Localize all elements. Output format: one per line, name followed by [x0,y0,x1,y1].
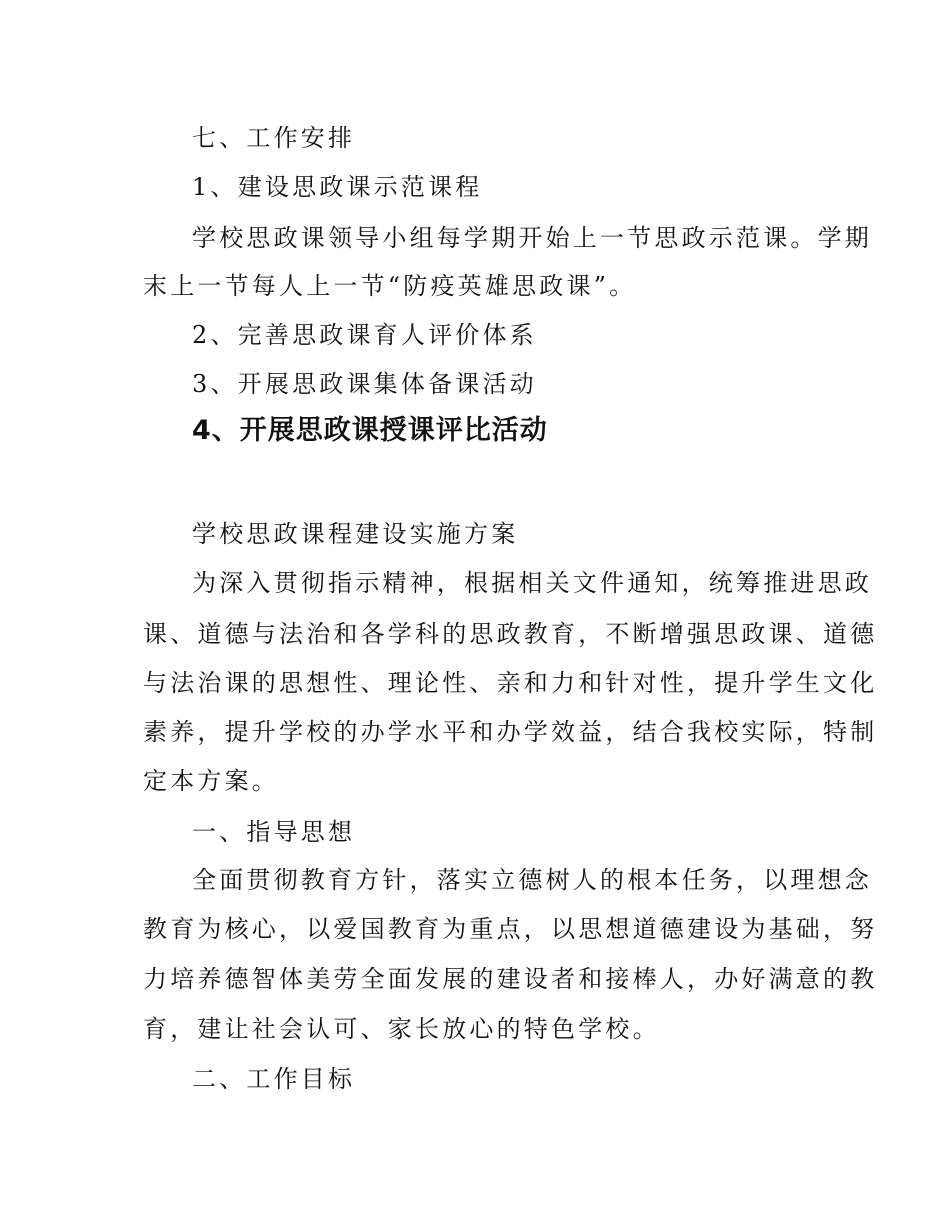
subheading-teaching-competition: 4、开展思政课授课评比活动 [192,415,548,446]
paragraph-line: 学校思政课领导小组每学期开始上一节思政示范课。学期 [192,224,872,252]
paragraph-line: 育，建让社会认可、家长放心的特色学校。 [143,1015,660,1043]
paragraph-line: 末上一节每人上一节“防疫英雄思政课”。 [143,272,637,300]
subheading-evaluation-system: 2、完善思政课育人评价体系 [192,321,537,349]
section-heading-work-goals: 二、工作目标 [192,1065,356,1093]
section-heading-work-arrangement: 七、工作安排 [192,124,356,152]
paragraph-line: 为深入贯彻指示精神，根据相关文件通知，统筹推进思政 [192,569,872,597]
section-heading-guiding-ideology: 一、指导思想 [192,818,356,846]
paragraph-line: 教育为核心，以爱国教育为重点，以思想道德建设为基础，努 [143,915,878,943]
subheading-demo-course: 1、建设思政课示范课程 [192,173,483,201]
subheading-collective-lesson-prep: 3、开展思政课集体备课活动 [192,370,537,398]
paragraph-line: 课、道德与法治和各学科的思政教育，不断增强思政课、道德 [143,620,878,648]
paragraph-line: 力培养德智体美劳全面发展的建设者和接棒人，办好满意的教 [143,965,878,993]
paragraph-line: 定本方案。 [143,767,279,795]
paragraph-line: 素养，提升学校的办学水平和办学效益，结合我校实际，特制 [143,718,878,746]
document-title: 学校思政课程建设实施方案 [192,520,519,548]
paragraph-line: 全面贯彻教育方针，落实立德树人的根本任务，以理想念 [192,866,872,894]
paragraph-line: 与法治课的思想性、理论性、亲和力和针对性，提升学生文化 [143,669,878,697]
